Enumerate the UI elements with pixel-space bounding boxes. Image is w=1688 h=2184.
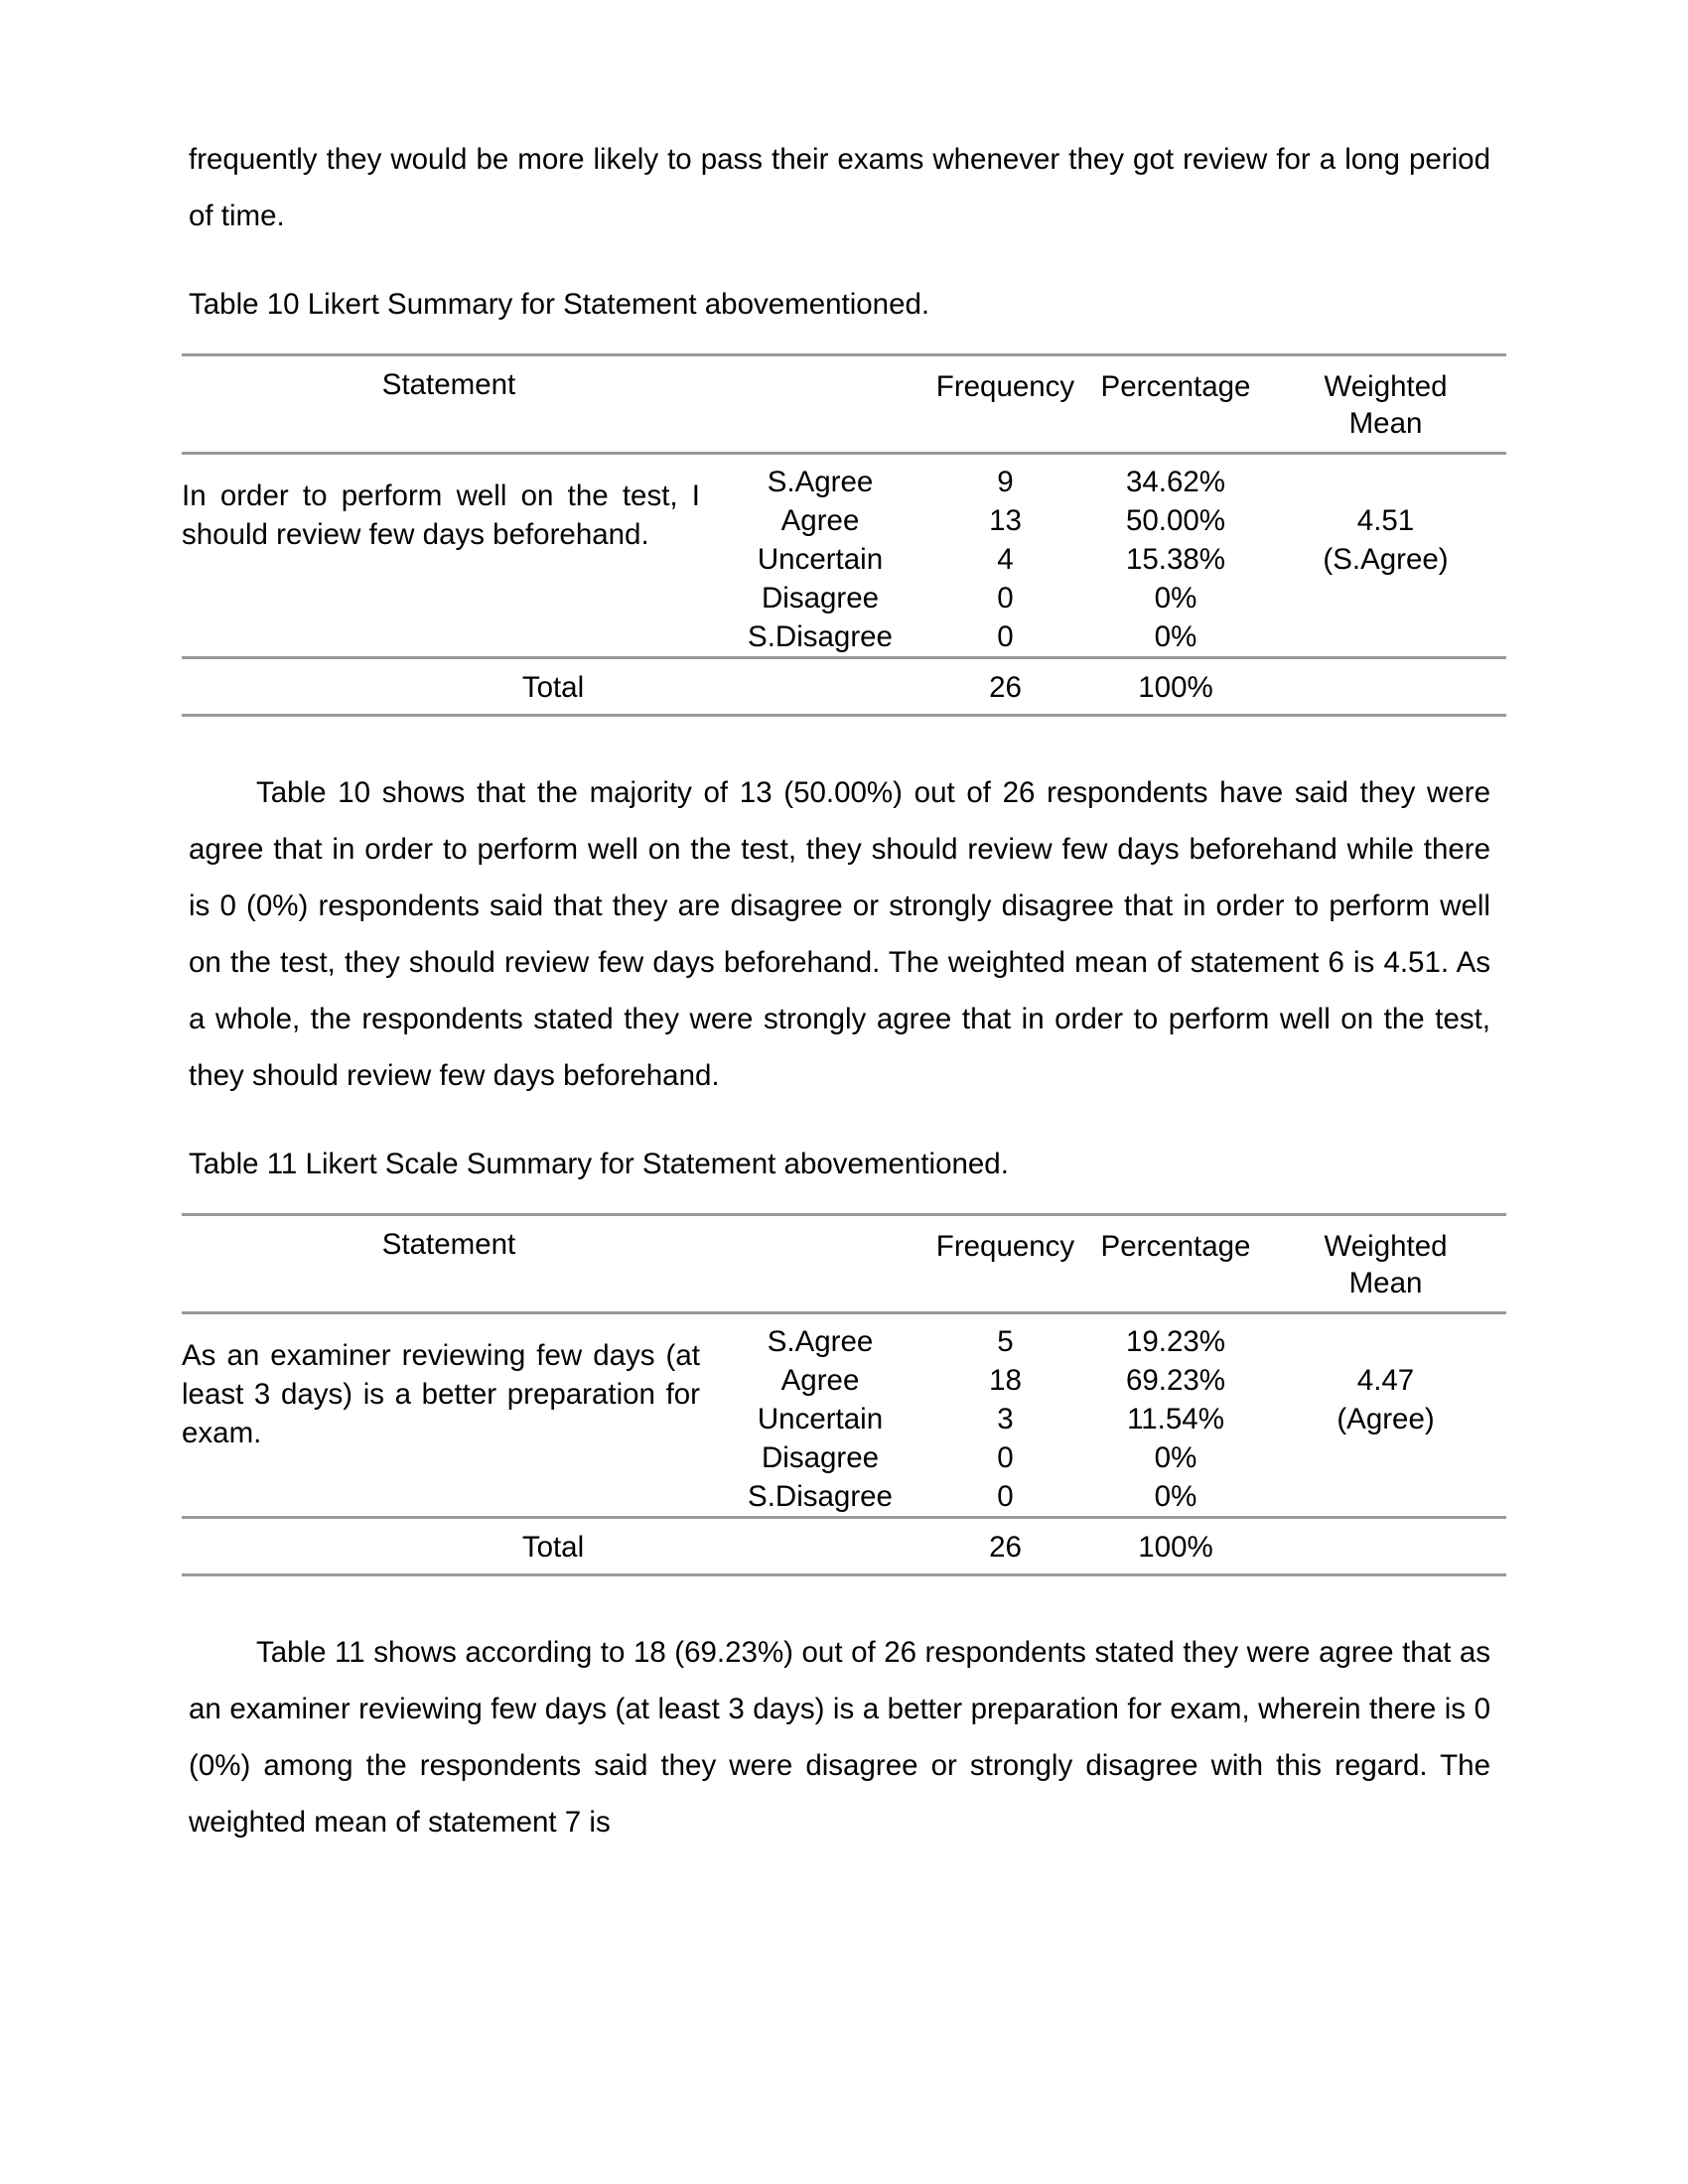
table-10-weighted-mean-value: 4.51	[1356, 504, 1415, 537]
table-11-statement-text: As an examiner reviewing few days (at least 3 days) is a better preparation for exam.	[182, 1339, 700, 1449]
list-item: 13	[989, 504, 1022, 537]
table-10-body-row	[182, 455, 1506, 656]
table-11-total-label: Total	[521, 1531, 585, 1564]
table-11-weighted-mean-column	[1265, 1314, 1506, 1516]
table-11-total-row	[182, 1519, 1506, 1573]
table-11-header-weighted-mean	[1265, 1216, 1506, 1311]
table-10-total-frequency: 26	[989, 671, 1022, 704]
table-11-wrapper	[182, 1213, 1490, 1576]
table-11-header-row	[182, 1216, 1506, 1311]
table-11-scale-column	[716, 1314, 924, 1516]
table-11-total-percentage: 100%	[1138, 1531, 1213, 1564]
table-10-weighted-mean-column	[1265, 455, 1506, 656]
table-11-bottom-rule	[182, 1573, 1506, 1576]
table-10-bottom-rule	[182, 714, 1506, 717]
table-10-scale-column	[716, 455, 924, 656]
spacer	[189, 1576, 1490, 1624]
weighted-label-line1: Weighted	[1324, 370, 1448, 403]
table-10-total-row	[182, 659, 1506, 714]
weighted-label-line2: Mean	[1348, 1267, 1423, 1299]
table-11-header-percentage: Percentage	[1100, 1230, 1251, 1263]
weighted-label-line2: Mean	[1348, 407, 1423, 440]
spacer	[189, 1104, 1490, 1145]
table-10-header-row	[182, 356, 1506, 452]
list-item: 0%	[1154, 1480, 1197, 1513]
table-10-frequency-column	[924, 455, 1086, 656]
list-item: 9	[997, 466, 1014, 498]
list-item: Uncertain	[757, 543, 884, 576]
table-11-caption: Table 11 Likert Scale Summary for Statement abovementioned.	[189, 1148, 1009, 1180]
list-item: S.Disagree	[748, 1480, 893, 1513]
list-item: 0	[997, 1480, 1014, 1513]
spacer	[189, 717, 1490, 764]
table-10-wrapper	[182, 353, 1490, 717]
table-10	[182, 353, 1506, 717]
table-10-header-weighted-mean	[1265, 356, 1506, 452]
table-10-statement-text: In order to perform well on the test, I should review few days beforehand.	[182, 479, 700, 551]
table-10-frequency-list	[924, 463, 1086, 656]
table-11-header-frequency: Frequency	[935, 1230, 1075, 1263]
table-11-percentage-column	[1086, 1314, 1265, 1516]
table-11-header-spacer	[716, 1216, 924, 1311]
table-11-weighted-mean-value: 4.47	[1356, 1364, 1415, 1397]
table-10-weighted-mean-block	[1265, 463, 1506, 579]
spacer	[189, 1184, 1490, 1213]
list-item: Disagree	[761, 1441, 880, 1474]
list-item: 69.23%	[1125, 1364, 1226, 1397]
table-11-frequency-column	[924, 1314, 1086, 1516]
table-11-body-row	[182, 1314, 1506, 1516]
table-10-total-label: Total	[521, 671, 585, 704]
table-11-header-statement: Statement	[381, 1228, 516, 1261]
list-item: S.Agree	[767, 1325, 874, 1358]
list-item: 15.38%	[1125, 543, 1226, 576]
table-11-statement	[182, 1314, 716, 1516]
horizontal-rule	[182, 714, 1506, 717]
table-10-percentage-column	[1086, 455, 1265, 656]
table-11-weighted-mean-label: (Agree)	[1336, 1403, 1435, 1435]
table-11-percentage-list	[1086, 1322, 1265, 1516]
table-10-header-spacer	[716, 356, 924, 452]
list-item: Uncertain	[757, 1403, 884, 1435]
list-item: 0	[997, 582, 1014, 614]
list-item: Agree	[780, 1364, 860, 1397]
weighted-label-line1: Weighted	[1324, 1230, 1448, 1263]
list-item: 3	[997, 1403, 1014, 1435]
list-item: Agree	[780, 504, 860, 537]
table-11-frequency-list	[924, 1322, 1086, 1516]
list-item: 0%	[1154, 620, 1197, 653]
intro-paragraph: frequently they would be more likely to pass their exams whenever they got review for a long period of time.	[189, 143, 1490, 232]
list-item: 50.00%	[1125, 504, 1226, 537]
table-10-header-percentage: Percentage	[1100, 370, 1251, 403]
list-item: 0%	[1154, 1441, 1197, 1474]
horizontal-rule	[182, 1573, 1506, 1576]
table-11-weighted-mean-block	[1265, 1322, 1506, 1438]
table-11-total-frequency: 26	[989, 1531, 1022, 1564]
table-10-total-percentage: 100%	[1138, 671, 1213, 704]
page-content	[182, 131, 1490, 1850]
spacer	[189, 325, 1490, 353]
list-item: 5	[997, 1325, 1014, 1358]
table-10-header-frequency: Frequency	[935, 370, 1075, 403]
table-10-percentage-list	[1086, 463, 1265, 656]
table-10-weighted-mean-label: (S.Agree)	[1323, 543, 1449, 576]
list-item: 18	[989, 1364, 1022, 1397]
table-10-total-weighted-mean	[1265, 659, 1506, 714]
list-item: 19.23%	[1125, 1325, 1226, 1358]
list-item: S.Agree	[767, 466, 874, 498]
list-item: 11.54%	[1127, 1403, 1224, 1435]
table-10-scale-list	[716, 463, 924, 656]
table-10-header-statement: Statement	[381, 368, 516, 401]
list-item: 4	[997, 543, 1014, 576]
list-item: S.Disagree	[748, 620, 893, 653]
table-11-scale-list	[716, 1322, 924, 1516]
paragraph-after-table-11: Table 11 shows according to 18 (69.23%) out of 26 respondents stated they were agree that as an examiner reviewing few days (at least 3 days) is a better preparation for exam, wherein there is 0 (0%) among the respondents said they were disagree or strongly disagree with this regard. The weighted mean of statement 7 is	[189, 1636, 1490, 1839]
list-item: 0	[997, 620, 1014, 653]
list-item: 0%	[1154, 582, 1197, 614]
table-11-total-weighted-mean	[1265, 1519, 1506, 1573]
table-10-statement	[182, 455, 716, 656]
table-11	[182, 1213, 1506, 1576]
table-10-caption: Table 10 Likert Summary for Statement abovementioned.	[189, 288, 930, 321]
list-item: 0	[997, 1441, 1014, 1474]
paragraph-after-table-10: Table 10 shows that the majority of 13 (50.00%) out of 26 respondents have said they were agree that in order to perform well on the test, they should review few days beforehand while there is 0 (0%) respondents said that they are disagree or strongly disagree that in order to perform well on the test, they should review few days beforehand. The weighted mean of statement 6 is 4.51. As a whole, the respondents stated they were strongly agree that in order to perform well on the test, they should review few days beforehand.	[189, 776, 1490, 1092]
list-item: Disagree	[761, 582, 880, 614]
list-item: 34.62%	[1125, 466, 1226, 498]
spacer	[189, 244, 1490, 285]
